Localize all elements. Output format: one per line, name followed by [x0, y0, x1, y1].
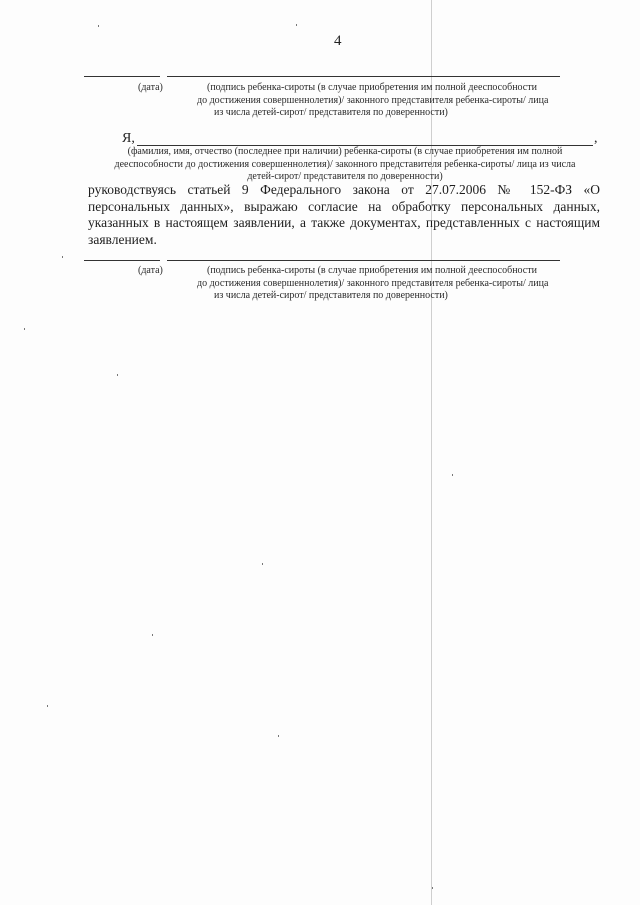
- page-fold-line: [431, 0, 432, 905]
- scan-speck: [296, 24, 297, 26]
- name-caption-line: (фамилия, имя, отчество (последнее при наличии) ребенка-сироты (в случае приобретения им полной: [127, 146, 563, 157]
- date-line: [84, 260, 160, 261]
- date-line: [84, 76, 160, 77]
- page-number: 4: [334, 33, 342, 49]
- scan-speck: [152, 634, 153, 636]
- consent-text: руководствуясь статьей 9 Федерального закона от 27.07.2006 № 152-ФЗ «О персональных данных», выражаю согласие на обработку персональных данных, указанных в настоящем заявлении, а также документах, представленных с настоящим заявлением.: [88, 182, 600, 247]
- date-caption: (дата): [138, 265, 163, 276]
- signature-caption-line: из числа детей-сирот/ представителя по доверенности): [214, 107, 448, 118]
- scan-speck: [262, 563, 263, 565]
- ya-label: Я,: [122, 131, 135, 146]
- signature-line: [167, 76, 560, 77]
- scan-speck: [432, 887, 433, 889]
- comma: ,: [594, 131, 598, 146]
- name-caption-line: дееспособности до достижения совершеннолетия)/ законного представителя ребенка-сироты/ лица из числа: [114, 159, 576, 170]
- scan-speck: [24, 328, 25, 330]
- name-caption-line: детей-сирот/ представителя по доверенности): [247, 171, 443, 182]
- date-caption: (дата): [138, 82, 163, 93]
- signature-caption-line: (подпись ребенка-сироты (в случае приобретения им полной дееспособности: [207, 82, 537, 93]
- signature-line: [167, 260, 560, 261]
- scan-speck: [47, 705, 48, 707]
- signature-caption-line: (подпись ребенка-сироты (в случае приобретения им полной дееспособности: [207, 265, 537, 276]
- scan-speck: [98, 25, 99, 27]
- signature-caption-line: до достижения совершеннолетия)/ законного представителя ребенка-сироты/ лица: [197, 95, 549, 106]
- scan-speck: [117, 374, 118, 376]
- signature-caption-line: из числа детей-сирот/ представителя по доверенности): [214, 290, 448, 301]
- signature-caption-line: до достижения совершеннолетия)/ законного представителя ребенка-сироты/ лица: [197, 278, 549, 289]
- scan-speck: [62, 256, 63, 258]
- scan-speck: [452, 474, 453, 476]
- scan-speck: [278, 735, 279, 737]
